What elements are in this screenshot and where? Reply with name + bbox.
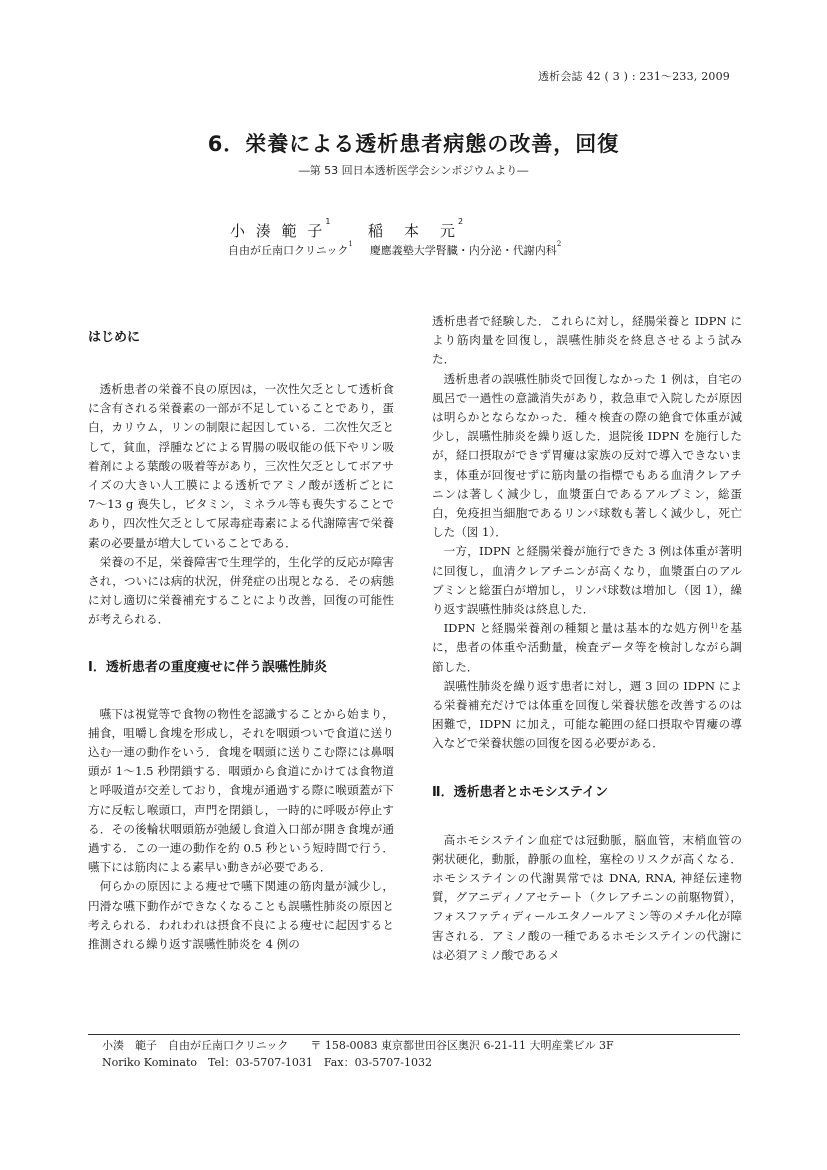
body-paragraph: 透析患者の誤嚥性肺炎で回復しなかった 1 例は，自宅の風呂で一過性の意識消失があり，救急車で入院したが原因は明らかとならなかった．種々検査の際の絶食で体重が減少し，誤嚥性肺炎を繰り返した．退院後 IDPN を施行したが，経口摂取ができず胃瘻は家族の反対で導入できないまま，体重が回復せずに筋肉量の指標でもある血清クレアチニンは著しく減少し，血漿蛋白であるアルブミン，総蛋白，免疫担当細胞であるリンパ球数も著しく減少し，死亡した（図 1）． xyxy=(432,371,742,540)
section-heading-2: Ⅱ．透析患者とホモシステイン xyxy=(432,784,609,800)
section-heading-intro: はじめに xyxy=(88,330,141,345)
article-title: 6．栄養による透析患者病態の改善，回復 xyxy=(207,132,620,156)
affiliation-mark: 2 xyxy=(556,240,562,248)
footnote-contact: Noriko Kominato Tel：03-5707-1031 Fax：03-5707-1032 xyxy=(102,1056,432,1069)
right-column xyxy=(432,312,742,965)
affiliation-list xyxy=(228,242,648,258)
body-paragraph: 高ホモシステイン血症では冠動脈，脳血管，末梢血管の粥状硬化，動脈，静脈の血栓，塞栓のリスクが高くなる．ホモシステインの代謝異常では DNA, RNA, 神経伝達物質，グアニディノアセテート（クレアチニンの前駆物質），フォスファティディールエタノールアミン等のメチル化が障害される．アミノ酸の一種であるホモシステインの代謝には必須アミノ酸であるメ xyxy=(432,832,742,962)
journal-reference: 透析会誌 42 ( 3 ) : 231〜233, 2009 xyxy=(537,70,730,83)
footnote-divider xyxy=(88,1034,740,1035)
section-heading-1: Ⅰ．透析患者の重度痩せに伴う誤嚥性肺炎 xyxy=(88,659,327,675)
author-affil-mark: 1 xyxy=(325,217,331,226)
left-column xyxy=(88,310,394,954)
affiliation: 慶應義塾大学腎臓・内分泌・代謝内科 xyxy=(369,244,557,257)
citation-mark[interactable]: 1) xyxy=(710,622,718,631)
body-paragraph: 何らかの原因による痩せで嚥下関連の筋肉量が減少し，円滑な嚥下動作ができなくなることも誤嚥性肺炎の原因と考えられる．われわれは摂食不良による痩せに起因すると推測される繰り返す誤嚥性肺炎を 4 例の xyxy=(88,879,394,952)
body-paragraph: 透析患者で経験した．これらに対し，経腸栄養と IDPN により筋肉量を回復し，誤嚥性肺炎を終息させるよう試みた． xyxy=(432,314,742,367)
body-paragraph xyxy=(432,619,742,677)
affiliation-mark: 1 xyxy=(348,240,353,248)
body-paragraph: 嚥下は視覚等で食物の物性を認識することから始まり，捕食，咀嚼し食塊を形成し，それを咽頭ついで食道に送り込む一連の動作をいう．食塊を咽頭に送りこむ際には鼻咽頭が 1〜1.5 秒閉鎖する．咽頭から食道にかけては食物道と呼吸道が交差しており，食塊が通過する際に喉頭蓋が下方に反転し喉頭口，声門を閉鎖し，一時的に呼吸が停止する．その後輪状咽頭筋が弛緩し食道入口部が開き食塊が通過する．この一連の動作を約 0.5 秒という短時間で行う．嚥下には筋肉による素早い動きが必要である． xyxy=(88,706,394,875)
body-text: を基に，患者の体重や活動量，検査データ等を検討しながら調節した． xyxy=(432,621,742,674)
affiliation: 自由が丘南口クリニック xyxy=(228,244,349,257)
body-paragraph: 透析患者の栄養不良の原因は，一次性欠乏として透析食に含有される栄養素の一部が不足していることであり，蛋白，カリウム，リンの制限に起因している．二次性欠乏として，貧血，浮腫などによる胃腸の吸収能の低下やリン吸着剤による葉酸の吸着等があり，三次性欠乏としてボアサイズの大きい人工膜による透析でアミノ酸が透析ごとに 7〜13 g 喪失し，ビタミン，ミネラル等も喪失することであり，四次性欠乏として尿毒症毒素による代謝障害で栄養素の必要量が増大していることである． xyxy=(88,382,394,550)
footnote-author-address: 小湊 範子 自由が丘南口クリニック 〒 158-0083 東京都世田谷区奥沢 6-21-11 大明産業ビル 3F xyxy=(102,1039,614,1052)
author-name: 稲 本 元 xyxy=(367,222,458,240)
author-affil-mark: 2 xyxy=(457,217,464,226)
body-paragraph: 一方，IDPN と経腸栄養が施行できた 3 例は体重が著明に回復し，血清クレアチニンが高くなり，血漿蛋白のアルブミンと総蛋白が増加し，リンパ球数は増加し（図 1），繰り返す誤嚥性肺炎は終息した． xyxy=(432,544,742,617)
author-list xyxy=(230,217,630,241)
article-subtitle: ―第 53 回日本透析医学会シンポジウムより― xyxy=(298,164,529,177)
body-paragraph: 栄養の不足，栄養障害で生理学的，生化学的反応が障害され，ついには病的状況，併発症の出現となる．その病態に対し適切に栄養補充することにより改善，回復の可能性が考えられる． xyxy=(88,554,394,627)
author-name: 小 湊 範 子 xyxy=(230,222,326,240)
body-paragraph: 誤嚥性肺炎を繰り返す患者に対し，週 3 回の IDPN による栄養補充だけでは体重を回復し栄養状態を改善するのは困難で，IDPN に加え，可能な範囲の経口摂取や胃瘻の導入などで栄養状態の回復を図る必要がある． xyxy=(432,678,742,751)
body-text: IDPN と経腸栄養剤の種類と量は基本的な処方例 xyxy=(443,621,711,636)
